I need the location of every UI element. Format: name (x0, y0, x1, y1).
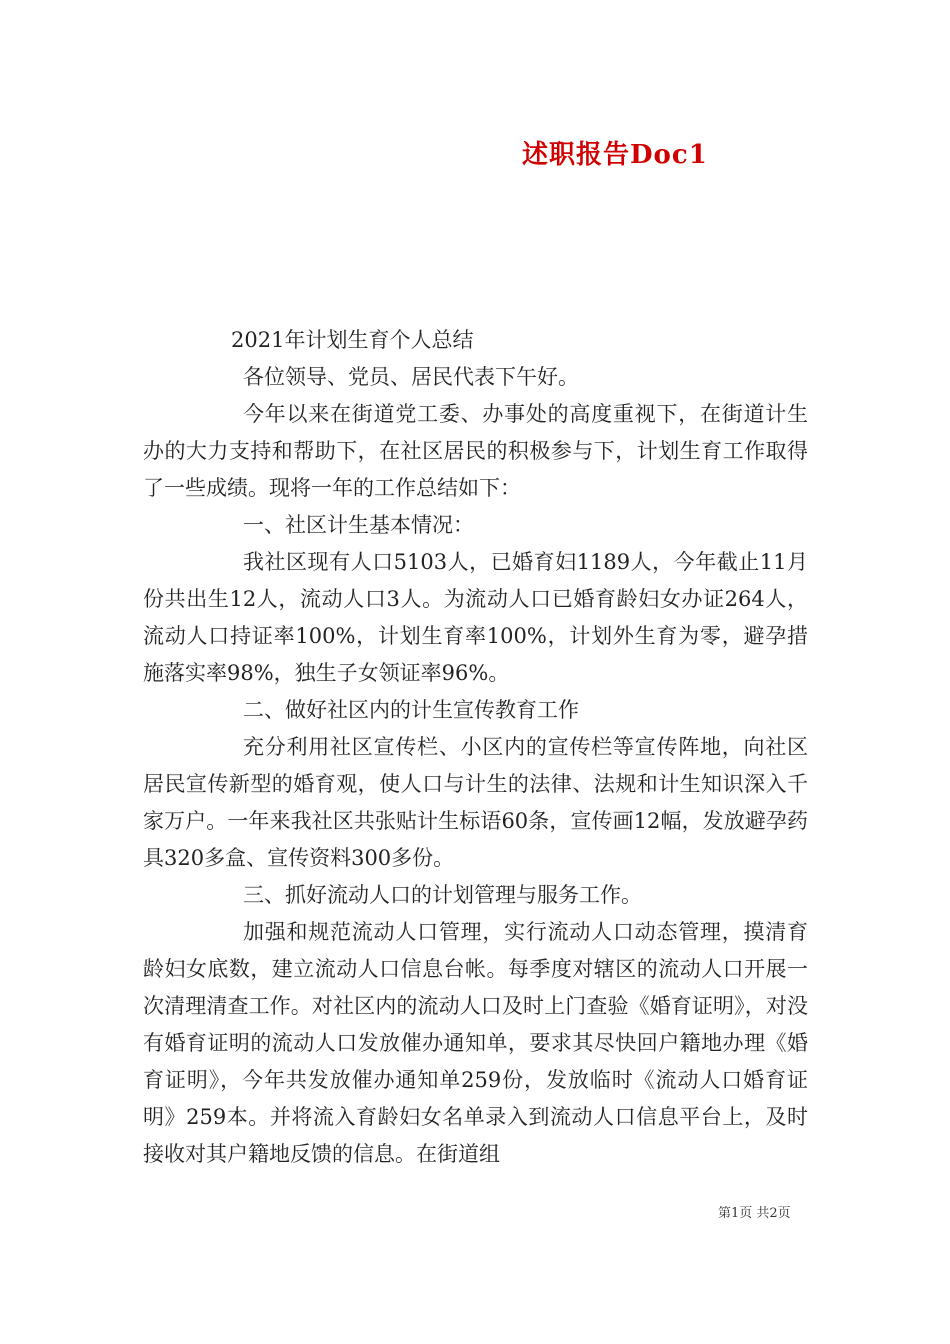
section-heading-migrant: 三、抓好流动人口的计划管理与服务工作。 (243, 883, 642, 907)
migrant-paragraph: 加强和规范流动人口管理，实行流动人口动态管理，摸清育龄妇女底数，建立流动人口信息台帐。每季度对辖区的流动人口开展一次清理清查工作。对社区内的流动人口及时上门查验《婚育证明》，对没有婚育证明的流动人口发放催办通知单，要求其尽快回户籍地办理《婚育证明》，今年共发放催办通知单259份，发放临时《流动人口婚育证明》259本。并将流入育龄妇女名单录入到流动人口信息平台上，及时接收对其户籍地反馈的信息。在街道组 (143, 920, 808, 1166)
document-title: 述职报告Doc1 (522, 140, 708, 170)
page-footer: 第1页 共2页 (718, 1206, 791, 1221)
document-body (143, 322, 808, 1173)
section-heading-publicity: 二、做好社区内的计生宣传教育工作 (243, 698, 579, 722)
section-heading-basic: 一、社区计生基本情况： (243, 513, 474, 537)
greeting-paragraph: 各位领导、党员、居民代表下午好。 (243, 365, 579, 389)
basic-stats-paragraph: 我社区现有人口5103人，已婚育妇1189人，今年截止11月份共出生12人，流动人口3人。为流动人口已婚育龄妇女办证264人，流动人口持证率100%，计划生育率100%，计划外生育为零，避孕措施落实率98%，独生子女领证率96%。 (143, 550, 808, 685)
summary-heading: 2021年计划生育个人总结 (231, 328, 474, 352)
intro-paragraph: 今年以来在街道党工委、办事处的高度重视下，在街道计生办的大力支持和帮助下，在社区居民的积极参与下，计划生育工作取得了一些成绩。现将一年的工作总结如下： (143, 402, 808, 500)
publicity-paragraph: 充分利用社区宣传栏、小区内的宣传栏等宣传阵地，向社区居民宣传新型的婚育观，使人口与计生的法律、法规和计生知识深入千家万户。一年来我社区共张贴计生标语60条，宣传画12幅，发放避孕药具320多盒、宣传资料300多份。 (143, 735, 808, 870)
